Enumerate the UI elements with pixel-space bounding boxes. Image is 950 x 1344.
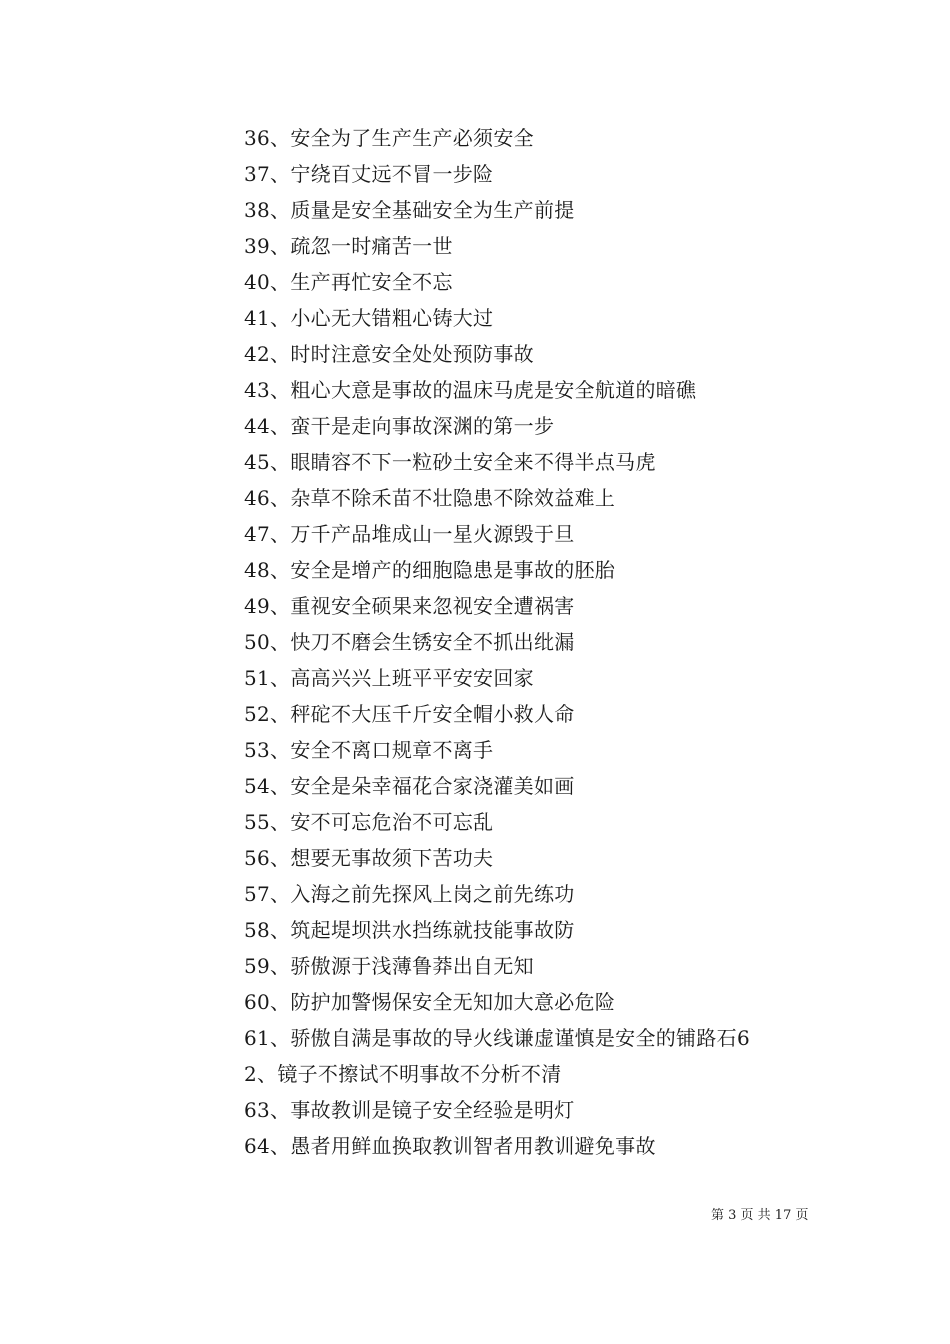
slogan-line: 60、防护加警惕保安全无知加大意必危险 (244, 990, 616, 1014)
slogan-line: 45、眼睛容不下一粒砂土安全来不得半点马虎 (244, 450, 656, 474)
slogan-list (244, 120, 814, 1164)
slogan-line: 39、疏忽一时痛苦一世 (244, 234, 453, 258)
slogan-line: 56、想要无事故须下苦功夫 (244, 846, 494, 870)
slogan-line: 42、时时注意安全处处预防事故 (244, 342, 534, 366)
slogan-line: 2、镜子不擦试不明事故不分析不清 (244, 1062, 562, 1086)
slogan-line: 46、杂草不除禾苗不壮隐患不除效益难上 (244, 486, 616, 510)
slogan-line: 61、骄傲自满是事故的导火线谦虚谨慎是安全的铺路石6 (244, 1026, 750, 1050)
slogan-line: 59、骄傲源于浅薄鲁莽出自无知 (244, 954, 534, 978)
slogan-line: 64、愚者用鲜血换取教训智者用教训避免事故 (244, 1134, 656, 1158)
slogan-line: 49、重视安全硕果来忽视安全遭祸害 (244, 594, 575, 618)
slogan-line: 63、事故教训是镜子安全经验是明灯 (244, 1098, 575, 1122)
slogan-line: 43、粗心大意是事故的温床马虎是安全航道的暗礁 (244, 378, 697, 402)
slogan-line: 55、安不可忘危治不可忘乱 (244, 810, 494, 834)
slogan-line: 53、安全不离口规章不离手 (244, 738, 494, 762)
slogan-line: 36、安全为了生产生产必须安全 (244, 126, 534, 150)
slogan-line: 52、秤砣不大压千斤安全帽小救人命 (244, 702, 575, 726)
slogan-line: 44、蛮干是走向事故深渊的第一步 (244, 414, 555, 438)
slogan-line: 51、高高兴兴上班平平安安回家 (244, 666, 534, 690)
slogan-line: 37、宁绕百丈远不冒一步险 (244, 162, 494, 186)
slogan-line: 54、安全是朵幸福花合家浇灌美如画 (244, 774, 575, 798)
slogan-line: 50、快刀不磨会生锈安全不抓出纰漏 (244, 630, 575, 654)
slogan-line: 41、小心无大错粗心铸大过 (244, 306, 494, 330)
slogan-line: 38、质量是安全基础安全为生产前提 (244, 198, 575, 222)
slogan-line: 40、生产再忙安全不忘 (244, 270, 453, 294)
slogan-line: 47、万千产品堆成山一星火源毁于旦 (244, 522, 575, 546)
slogan-line: 48、安全是增产的细胞隐患是事故的胚胎 (244, 558, 616, 582)
slogan-line: 58、筑起堤坝洪水挡练就技能事故防 (244, 918, 575, 942)
slogan-line: 57、入海之前先探风上岗之前先练功 (244, 882, 575, 906)
page-number-footer: 第 3 页 共 17 页 (711, 1208, 809, 1223)
